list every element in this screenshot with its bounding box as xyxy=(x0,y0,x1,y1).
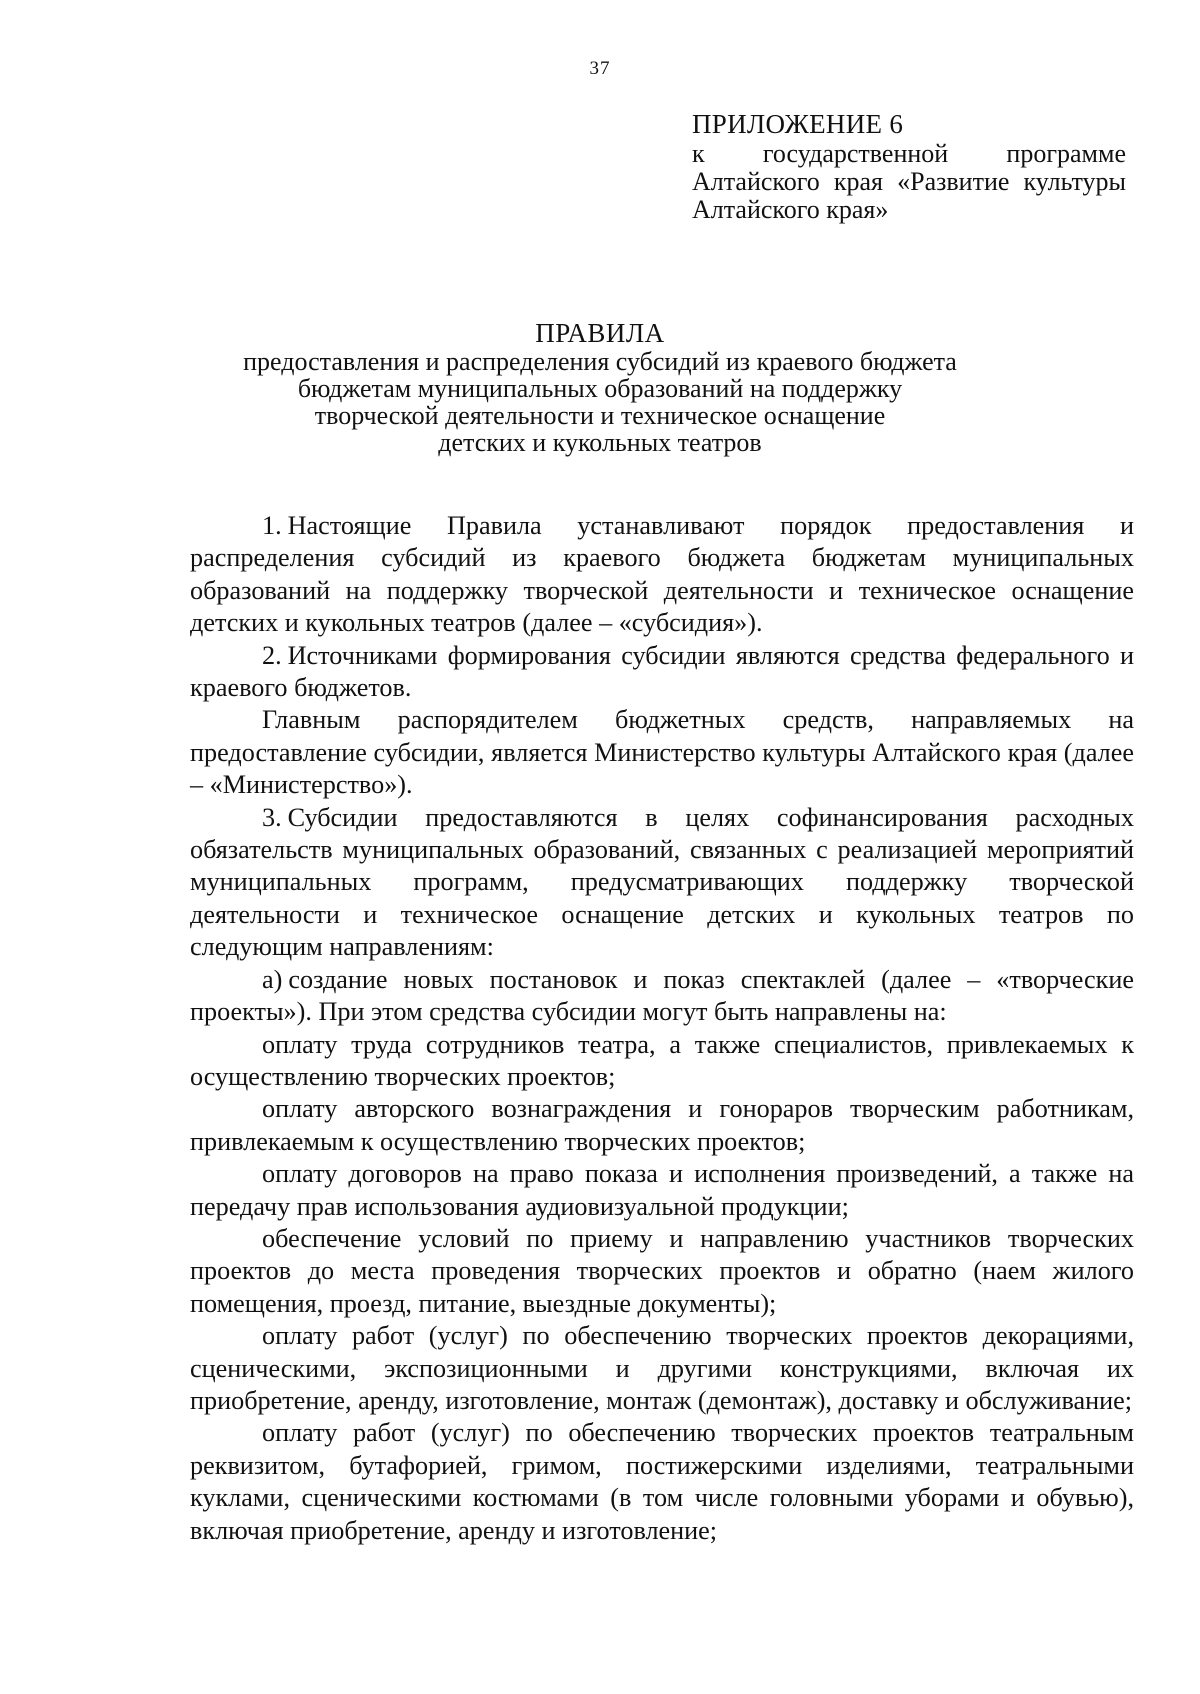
appendix-text: к государственной программе Алтайского края «Развитие культуры Алтайского края» xyxy=(692,139,1126,224)
paragraph-text: оплату работ (услуг) по обеспечению творческих проектов декорациями, сценическими, экспозиционными и другими конструкциями, включая их приобретение, аренду, изготовление, монтаж (демонтаж), доставку и обслуживание; xyxy=(190,1321,1134,1415)
page-number: 37 xyxy=(589,58,611,79)
rules-heading xyxy=(240,318,960,456)
rules-title: ПРАВИЛА xyxy=(535,318,665,348)
clause-number: а) xyxy=(262,964,283,994)
paragraph-subclause-a xyxy=(190,964,1134,1029)
clause-number: 2. xyxy=(262,640,282,670)
paragraph-clause-1 xyxy=(190,510,1134,640)
paragraph-list-item xyxy=(190,1320,1134,1417)
clause-number: 1. xyxy=(262,511,282,540)
rules-subtitle-line: творческой деятельности и техническое оснащение xyxy=(314,401,886,430)
paragraph-clause-3 xyxy=(190,802,1134,964)
paragraph-list-item xyxy=(190,1223,1134,1320)
paragraph-text: оплату авторского вознаграждения и гонораров творческим работникам, привлекаемым к осуществлению творческих проектов; xyxy=(190,1094,1134,1156)
rules-subtitle-line: детских и кукольных театров xyxy=(438,428,762,457)
paragraph-text: Источниками формирования субсидии являются средства федерального и краевого бюджетов. xyxy=(190,640,1134,703)
paragraph-clause-2 xyxy=(190,640,1134,705)
appendix-title: ПРИЛОЖЕНИЕ 6 xyxy=(692,109,904,139)
paragraph-text: оплату труда сотрудников театра, а также специалистов, привлекаемых к осуществлению творческих проектов; xyxy=(190,1029,1134,1091)
clause-number: 3. xyxy=(262,802,282,832)
appendix-block xyxy=(692,108,1126,224)
paragraph-list-item xyxy=(190,1417,1134,1547)
paragraph-text: оплату договоров на право показа и исполнения произведений, а также на передачу прав использования аудиовизуальной продукции; xyxy=(190,1159,1134,1221)
paragraph-list-item xyxy=(190,1093,1134,1158)
rules-subtitle-line: предоставления и распределения субсидий из краевого бюджета xyxy=(243,347,957,376)
paragraph-budget-manager xyxy=(190,704,1134,801)
rules-subtitle-line: бюджетам муниципальных образований на поддержку xyxy=(297,374,903,403)
paragraph-text: Субсидии предоставляются в целях софинансирования расходных обязательств муниципальных образований, связанных с реализацией мероприятий муниципальных программ, предусматривающих поддержку творческой деятельности и техническое оснащение детских и кукольных театров по следующим направлениям: xyxy=(190,802,1134,962)
paragraph-list-item xyxy=(190,1029,1134,1094)
paragraph-text: оплату работ (услуг) по обеспечению творческих проектов театральным реквизитом, бутафорией, гримом, постижерскими изделиями, театральными куклами, сценическими костюмами (в том числе головными уборами и обувью), включая приобретение, аренду и изготовление; xyxy=(190,1418,1134,1545)
paragraph-text: Главным распорядителем бюджетных средств, направляемых на предоставление субсидии, является Министерство культуры Алтайского края (далее – «Министерство»). xyxy=(190,705,1134,800)
document-body xyxy=(190,510,1134,1547)
paragraph-text: Настоящие Правила устанавливают порядок предоставления и распределения субсидий из краевого бюджета бюджетам муниципальных образований на поддержку творческой деятельности и техническое оснащение детских и кукольных театров (далее – «субсидия»). xyxy=(190,511,1134,638)
paragraph-list-item xyxy=(190,1158,1134,1223)
paragraph-text: обеспечение условий по приему и направлению участников творческих проектов до места проведения творческих проектов и обратно (наем жилого помещения, проезд, питание, выездные документы); xyxy=(190,1223,1134,1318)
paragraph-text: создание новых постановок и показ спектаклей (далее – «творческие проекты»). При этом средства субсидии могут быть направлены на: xyxy=(190,964,1134,1027)
